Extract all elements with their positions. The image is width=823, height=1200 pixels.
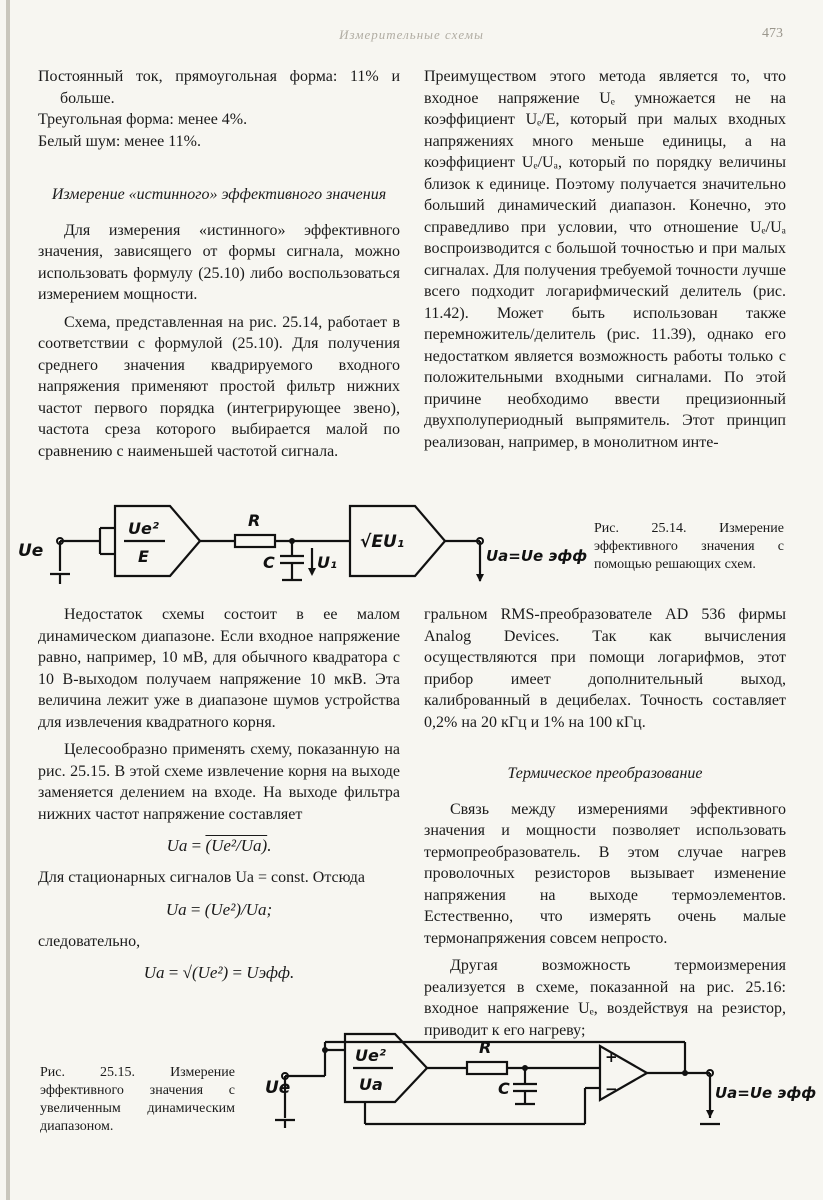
minus-label: − [605,1080,618,1098]
resistor-label: R [479,1038,492,1057]
list-item: Белый шум: менее 11%. [38,132,201,150]
u1-label: U₁ [317,553,337,572]
list-item: Постоянный ток, прямоугольная форма: 11% и больше. [38,68,400,107]
section-heading: Измерение «истинного» эффективного значения [51,186,387,203]
paragraph: Схема, представленная на рис. 25.14, работает в соответствии с формулой (25.10). Для получения среднего значения квадрируемого входного напряжения применяют простой фильтр нижних частот первого порядка (интегрирующее звено), частота среза которого выбирается малой по сравнению с наименьшей частотой сигнала. [38,313,400,460]
paragraph: Целесообразно применять схему, показанную на рис. 25.15. В этой схеме извлечение корня на выходе заменяется делением на входе. На выходе фильтра нижних частот напряжение составляет [38,741,400,823]
input-label: Ue [18,541,44,561]
paragraph: гральном RMS-преобразователе AD 536 фирмы Analog Devices. Так как вычисления осуществляются при помощи логарифмов, этот прибор имеет дополнительный выход, калиброванный в децибелах. Точность составляет 0,2% на 20 кГц и 1% на 100 кГц. [424,606,786,731]
paragraph: Преимуществом этого метода является то, что входное напряжение Uₑ умножается не на коэффициент Uₑ/E, который при малых входных напряжениях много меньше единицы, а на коэффициент Uₑ/Uₐ, который по порядку величины близок к единице. Поэтому получается значительно больший динамический диапазон. Конечно, это справедливо при условии, что отношение Uₑ/Uₐ воспроизводится с большой точностью и при малых сигналах. Для получения требуемой точности лучше всего подходит логарифмический делитель (рис. 11.42). Может быть использован также перемножитель/делитель (рис. 11.39), однако его недостатком является возможность работы только с положительными входными сигналами. По этой причине необходимо ввести прецизионный двухполупериодный выпрямитель. Этот принцип реализован, например, в монолитном инте- [424,68,786,451]
formula-1: Ua = (Ue²/Ua). [166,836,272,855]
figure-25-14-schematic [18,496,588,596]
page-edge [6,0,10,1200]
input-label: Ue [265,1078,291,1098]
right-column-bottom [424,604,786,1041]
capacitor-label: C [498,1079,510,1098]
resistor-label: R [248,511,261,530]
paragraph: Для стационарных сигналов Ua = const. Отсюда [38,869,365,886]
capacitor-label: C [263,553,275,572]
right-column-top [424,66,786,453]
block-numerator: Ue² [355,1046,386,1065]
paragraph: следовательно, [38,932,141,950]
figure-caption-25-15: Рис. 25.15. Измерение эффективного значения с увеличенным динамическим диапазоном. [40,1065,235,1134]
running-header: Измерительные схемы [339,27,484,42]
formula-3: Ua = √(Ue²) = Uэфф. [143,963,295,982]
resistor [467,1062,507,1074]
paragraph: Недостаток схемы состоит в ее малом динамическом диапазоне. Если входное напряжение равно, например, 10 мВ, для обычного квадратора с 10 В-выходом получаем напряжение 10 мкВ. Эта величина лежит уже в диапазоне шумов устройства для извлечения квадратного корня. [38,606,400,731]
formula-2: Ua = (Ue²)/Ua; [165,899,273,919]
output-label: Ua=Ue эфф [486,547,588,565]
left-column-top [38,66,400,462]
block-denominator: E [138,547,149,566]
paragraph: Другая возможность термоизмерения реализуется в схеме, показанной на рис. 25.16: входное напряжение Uₑ, воздействуя на резистор, приводит к его нагреву; [424,957,786,1039]
figure-caption-25-14: Рис. 25.14. Измерение эффективного значения с помощью решающих схем. [594,521,784,572]
resistor [235,535,275,547]
output-label: Ua=Ue эфф [715,1084,817,1102]
block-numerator: Ue² [128,519,159,538]
block-denominator: Ua [359,1075,383,1094]
left-column-bottom [38,604,400,994]
list-item: Треугольная форма: менее 4%. [38,111,248,128]
paragraph: Связь между измерениями эффективного значения и мощности позволяет использовать термопреобразователь. В этом случае нагрев проволочных резисторов вызывает изменение напряжения на выходе термоэлементов. Естественно, что измерять очень малые термонапряжения совсем непросто. [424,800,786,947]
plus-label: + [605,1048,618,1066]
section-heading: Термическое преобразование [507,765,703,782]
paragraph: Для измерения «истинного» эффективного значения, зависящего от формы сигнала, можно использовать формулу (25.10) либо воспользоваться измерением мощности. [38,221,400,303]
sqrt-label: √EU₁ [360,532,405,552]
page-number: 473 [762,26,783,41]
figure-25-15-schematic [255,1028,817,1138]
